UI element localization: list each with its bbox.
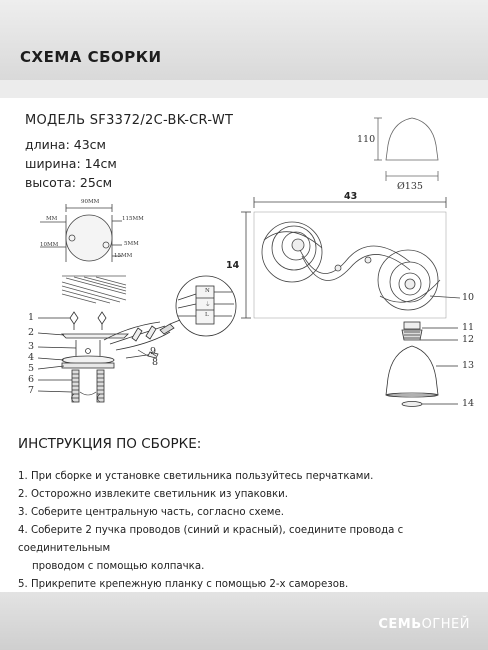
plate-5-label: 5MM [124,241,139,247]
instruction-step: 4. Соберите 2 пучка проводов (синий и красный), соедините провода с соединительным [18,525,404,554]
callout-13: 13 [462,360,475,371]
callout-3: 3 [28,341,35,352]
terminal-label-n: N [205,288,210,294]
front-length-label: 43 [344,191,358,202]
terminal-label-l: L [205,312,209,318]
front-width-label: 14 [226,260,240,271]
instruction-step: 5. Прикрепите крепежную планку с помощью 2-х саморезов. [18,579,349,590]
callout-11: 11 [462,322,475,333]
instructions-title: ИНСТРУКЦИЯ ПО СБОРКЕ: [18,436,202,452]
callout-6: 6 [28,374,35,385]
callout-8: 8 [152,357,159,368]
instruction-step: 3. Соберите центральную часть, согласно схеме. [18,507,284,518]
spec-length: длина: 43см [25,137,106,152]
shade-diameter-label: Ø135 [397,181,423,192]
plate-10-label: 10MM [40,242,59,248]
plate-mm-label: MM [46,216,58,222]
page-title: СХЕМА СБОРКИ [20,48,162,66]
plate-115-label: 115MM [122,216,144,222]
callout-4: 4 [28,352,35,363]
instruction-step: 2. Осторожно извлеките светильник из упаковки. [18,489,289,500]
exploded-assembly [62,276,236,402]
brand-logo [378,617,470,632]
shade-height-label: 110 [357,134,376,145]
callout-1: 1 [28,312,35,323]
plate-15-label: 15MM [114,253,133,259]
mounting-plate-drawing [40,204,122,262]
callout-10: 10 [462,292,475,303]
spec-width: ширина: 14см [25,156,117,171]
terminal-label-ground: ⏚ [205,302,211,308]
shade-dimension-drawing [374,118,438,181]
callout-12: 12 [462,334,475,345]
lamp-parts-drawing [386,322,458,407]
callout-7: 7 [28,385,35,396]
spec-height: высота: 25см [25,175,113,190]
callout-5: 5 [28,363,35,374]
brand-light: ОГНЕЙ [421,617,470,632]
model-number: МОДЕЛЬ SF3372/2C-BK-CR-WT [25,113,234,128]
plate-width-label: 90MM [81,199,100,205]
callout-9: 9 [150,346,157,357]
callout-14: 14 [462,398,475,409]
brand-bold: СЕМЬ [378,617,422,632]
instruction-step: 1. При сборке и установке светильника пользуйтесь перчатками. [18,471,374,482]
callout-2: 2 [28,327,35,338]
instruction-step-continuation: проводом с помощью колпачка. [32,561,205,572]
front-view-drawing [241,197,460,318]
ceiling-hatch [62,276,126,303]
